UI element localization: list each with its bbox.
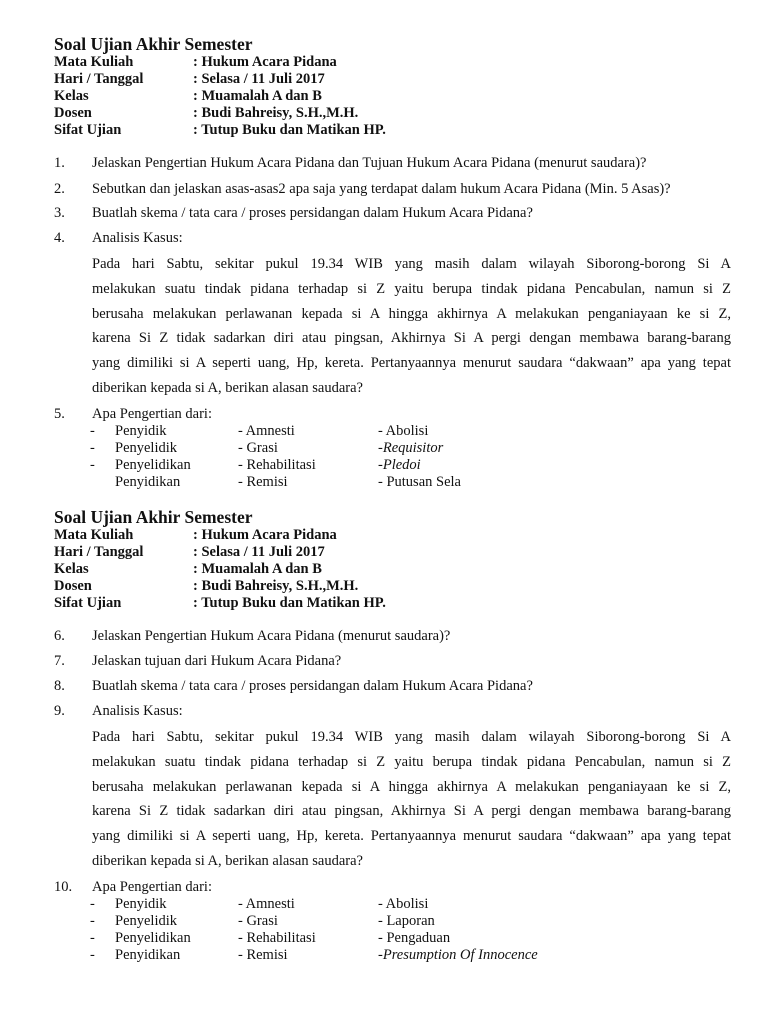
meta-row — [54, 595, 386, 612]
term: - Grasi — [238, 913, 278, 929]
meta-key: Dosen — [54, 105, 92, 121]
term: - Putusan Sela — [378, 474, 461, 490]
bullet-dash: - — [90, 896, 95, 912]
term: Penyelidikan — [115, 930, 191, 946]
term: - Remisi — [238, 474, 288, 490]
case-line: karena Si Z tidak sadarkan diri atau pingsan, Akhirnya Si A pergi dengan membawa barang-barang — [92, 330, 731, 347]
meta-row — [54, 561, 386, 578]
bullet-dash: - — [90, 440, 95, 456]
term: Penyidikan — [115, 947, 181, 963]
meta-value: : Muamalah A dan B — [193, 561, 322, 577]
bullet-dash: - — [90, 930, 95, 946]
term: - Abolisi — [378, 896, 429, 912]
term: Presumption Of Innocence — [382, 947, 538, 963]
question-item — [54, 155, 731, 172]
term: Penyelidik — [115, 440, 178, 456]
term: - Rehabilitasi — [238, 930, 316, 946]
question-item — [54, 181, 731, 198]
question-item — [54, 230, 731, 247]
meta-value: : Budi Bahreisy, S.H.,M.H. — [193, 105, 359, 121]
question-text: Buatlah skema / tata cara / proses persidangan dalam Hukum Acara Pidana? — [92, 678, 533, 694]
meta-key: Dosen — [54, 578, 92, 594]
terms-list — [90, 423, 461, 491]
meta-key: Mata Kuliah — [54, 527, 134, 543]
term: Penyidik — [115, 896, 167, 912]
question-text: Apa Pengertian dari: — [92, 406, 212, 422]
question-text: Jelaskan Pengertian Hukum Acara Pidana dan Tujuan Hukum Acara Pidana (menurut saudara)? — [92, 155, 647, 171]
exam-meta — [54, 54, 386, 139]
question-item — [54, 879, 731, 896]
meta-row — [54, 578, 386, 595]
terms-row — [90, 930, 538, 947]
meta-value: : Tutup Buku dan Matikan HP. — [193, 122, 386, 138]
meta-value: : Tutup Buku dan Matikan HP. — [193, 595, 386, 611]
case-line: yang dimiliki si A seperti uang, Hp, kereta. Pertanyaannya menurut saudara “dakwaan” apa yang tepat — [92, 355, 731, 372]
meta-value: : Hukum Acara Pidana — [193, 54, 337, 70]
term: - Laporan — [378, 913, 435, 929]
terms-row — [90, 457, 461, 474]
term-prefix: - — [378, 457, 383, 473]
question-item — [54, 653, 731, 670]
meta-row — [54, 122, 386, 139]
meta-value: : Hukum Acara Pidana — [193, 527, 337, 543]
exam-title: Soal Ujian Akhir Semester — [54, 34, 253, 54]
meta-value: : Muamalah A dan B — [193, 88, 322, 104]
meta-value: : Selasa / 11 Juli 2017 — [193, 71, 325, 87]
term: - Grasi — [238, 440, 278, 456]
question-text: Apa Pengertian dari: — [92, 879, 212, 895]
bullet-dash: - — [90, 947, 95, 963]
question-number: 7. — [54, 653, 65, 669]
term: Penyelidik — [115, 913, 178, 929]
bullet-dash: - — [90, 423, 95, 439]
case-line: berusaha melakukan perlawanan kepada si A hingga akhirnya A melakukan penganiayaan ke si Z, — [92, 305, 731, 322]
terms-list — [90, 896, 538, 964]
term: - Remisi — [238, 947, 288, 963]
term: - Amnesti — [238, 896, 295, 912]
term: Penyidik — [115, 423, 167, 439]
question-item — [54, 205, 731, 222]
term: Pledoi — [382, 457, 421, 473]
case-line: diberikan kepada si A, berikan alasan saudara? — [92, 852, 363, 869]
question-number: 1. — [54, 155, 65, 171]
question-text: Jelaskan Pengertian Hukum Acara Pidana (menurut saudara)? — [92, 628, 451, 644]
exam-meta — [54, 527, 386, 612]
question-number: 3. — [54, 205, 65, 221]
meta-key: Hari / Tanggal — [54, 71, 144, 87]
term: Penyelidikan — [115, 457, 191, 473]
term: Requisitor — [382, 440, 444, 456]
meta-key: Kelas — [54, 88, 89, 104]
term: - Pengaduan — [378, 930, 451, 946]
case-line: Pada hari Sabtu, sekitar pukul 19.34 WIB yang masih dalam wilayah Siborong-borong Si A — [92, 729, 731, 745]
meta-row — [54, 88, 386, 105]
meta-key: Sifat Ujian — [54, 595, 122, 611]
question-text: Jelaskan tujuan dari Hukum Acara Pidana? — [92, 653, 342, 669]
question-number: 4. — [54, 230, 65, 246]
term: Penyidikan — [115, 474, 181, 490]
terms-row — [90, 474, 461, 491]
term: - Abolisi — [378, 423, 429, 439]
question-text: Buatlah skema / tata cara / proses persidangan dalam Hukum Acara Pidana? — [92, 205, 533, 221]
terms-row — [90, 913, 538, 930]
question-text: Sebutkan dan jelaskan asas-asas2 apa saja yang terdapat dalam hukum Acara Pidana (Min. 5 Asas)? — [92, 181, 671, 197]
meta-row — [54, 527, 386, 544]
bullet-dash: - — [90, 457, 95, 473]
terms-row — [90, 896, 538, 913]
question-item — [54, 703, 731, 720]
question-text: Analisis Kasus: — [92, 230, 183, 246]
meta-key: Sifat Ujian — [54, 122, 122, 138]
terms-row — [90, 423, 461, 440]
meta-key: Kelas — [54, 561, 89, 577]
exam-title: Soal Ujian Akhir Semester — [54, 507, 253, 527]
case-line: diberikan kepada si A, berikan alasan saudara? — [92, 379, 363, 396]
meta-row — [54, 71, 386, 88]
meta-value: : Selasa / 11 Juli 2017 — [193, 544, 325, 560]
question-number: 2. — [54, 181, 65, 197]
question-text: Analisis Kasus: — [92, 703, 183, 719]
terms-row — [90, 440, 461, 457]
question-number: 8. — [54, 678, 65, 694]
case-line: yang dimiliki si A seperti uang, Hp, kereta. Pertanyaannya menurut saudara “dakwaan” apa yang tepat — [92, 828, 731, 845]
case-line: berusaha melakukan perlawanan kepada si A hingga akhirnya A melakukan penganiayaan ke si Z, — [92, 778, 731, 795]
question-number: 5. — [54, 406, 65, 422]
bullet-dash — [90, 474, 115, 491]
question-item — [54, 678, 731, 695]
case-paragraph — [92, 725, 731, 874]
term-prefix: - — [378, 440, 383, 456]
meta-value: : Budi Bahreisy, S.H.,M.H. — [193, 578, 359, 594]
meta-key: Hari / Tanggal — [54, 544, 144, 560]
question-number: 10. — [54, 879, 73, 895]
term: - Rehabilitasi — [238, 457, 316, 473]
bullet-dash: - — [90, 913, 95, 929]
case-line: karena Si Z tidak sadarkan diri atau pingsan, Akhirnya Si A pergi dengan membawa barang-barang — [92, 803, 731, 820]
term-prefix: - — [378, 947, 383, 963]
question-number: 9. — [54, 703, 65, 719]
meta-row — [54, 105, 386, 122]
terms-row — [90, 947, 538, 964]
case-line: melakukan suatu tindak pidana terhadap si Z yaitu berupa tindak pidana Pencabulan, namun si Z — [92, 280, 731, 297]
case-line: Pada hari Sabtu, sekitar pukul 19.34 WIB yang masih dalam wilayah Siborong-borong Si A — [92, 256, 731, 272]
meta-row — [54, 544, 386, 561]
question-item — [54, 406, 731, 423]
case-line: melakukan suatu tindak pidana terhadap si Z yaitu berupa tindak pidana Pencabulan, namun si Z — [92, 753, 731, 770]
case-paragraph — [92, 252, 731, 401]
term: - Amnesti — [238, 423, 295, 439]
meta-row — [54, 54, 386, 71]
question-number: 6. — [54, 628, 65, 644]
meta-key: Mata Kuliah — [54, 54, 134, 70]
question-item — [54, 628, 731, 645]
